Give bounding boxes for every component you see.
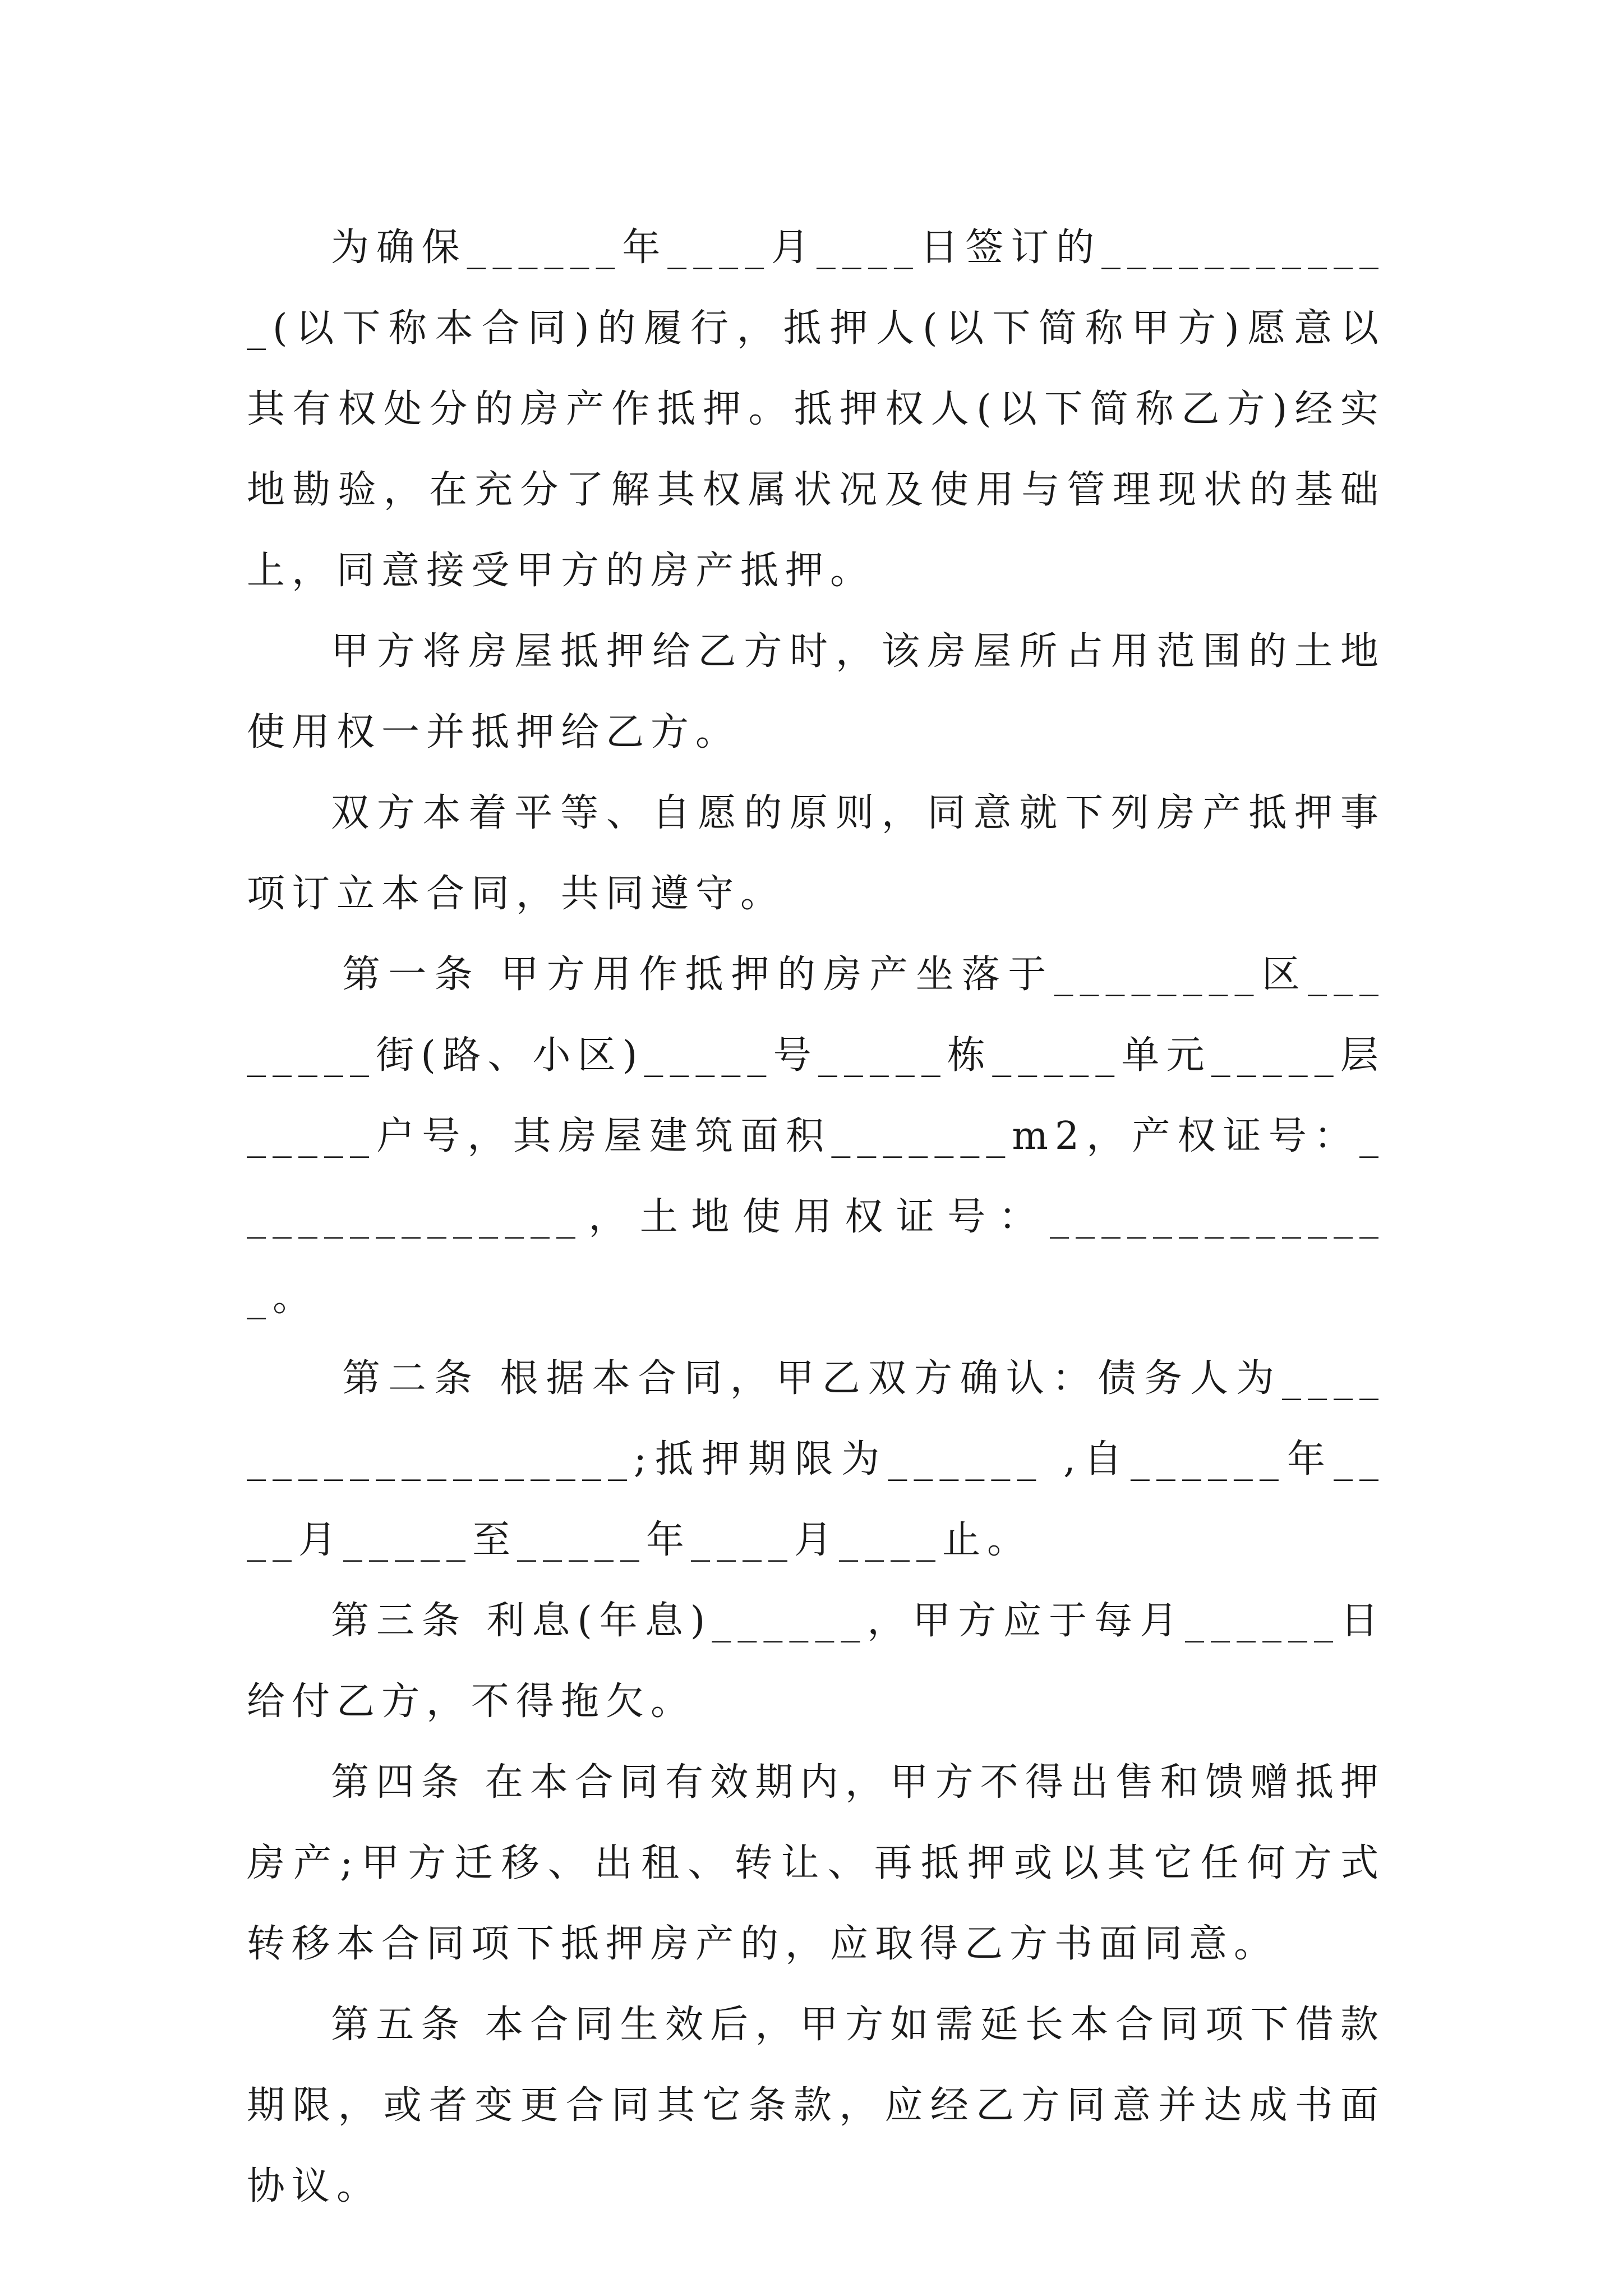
paragraph-land-use-right: 甲方将房屋抵押给乙方时，该房屋所占用范围的土地使用权一并抵押给乙方。	[247, 629, 1385, 754]
article-2: 第二条 根据本合同，甲乙双方确认：债务人为___________________;抵押期限为______ ,自______年____月_____至_____年____月____止。	[247, 1356, 1385, 1562]
document-body	[247, 208, 1385, 2227]
article-4: 第四条 在本合同有效期内，甲方不得出售和馈赠抵押房产;甲方迁移、出租、转让、再抵押或以其它任何方式转移本合同项下抵押房产的，应取得乙方书面同意。	[247, 1760, 1385, 1966]
article-1: 第一条 甲方用作抵押的房产坐落于________区________街(路、小区)_____号_____栋_____单元_____层_____户号，其房屋建筑面积_______m2，产权证号：______________，土地使用权证号：______________。	[247, 953, 1385, 1320]
article-5: 第五条 本合同生效后，甲方如需延长本合同项下借款期限，或者变更合同其它条款，应经乙方同意并达成书面协议。	[247, 2003, 1385, 2208]
article-3: 第三条 利息(年息)______，甲方应于每月______日给付乙方，不得拖欠。	[247, 1599, 1385, 1724]
paragraph-principle: 双方本着平等、自愿的原则，同意就下列房产抵押事项订立本合同，共同遵守。	[247, 791, 1385, 916]
paragraph-preamble: 为确保______年____月____日签订的____________(以下称本合同)的履行，抵押人(以下简称甲方)愿意以其有权处分的房产作抵押。抵押权人(以下简称乙方)经实地勘验，在充分了解其权属状况及使用与管理现状的基础上，同意接受甲方的房产抵押。	[247, 226, 1385, 593]
